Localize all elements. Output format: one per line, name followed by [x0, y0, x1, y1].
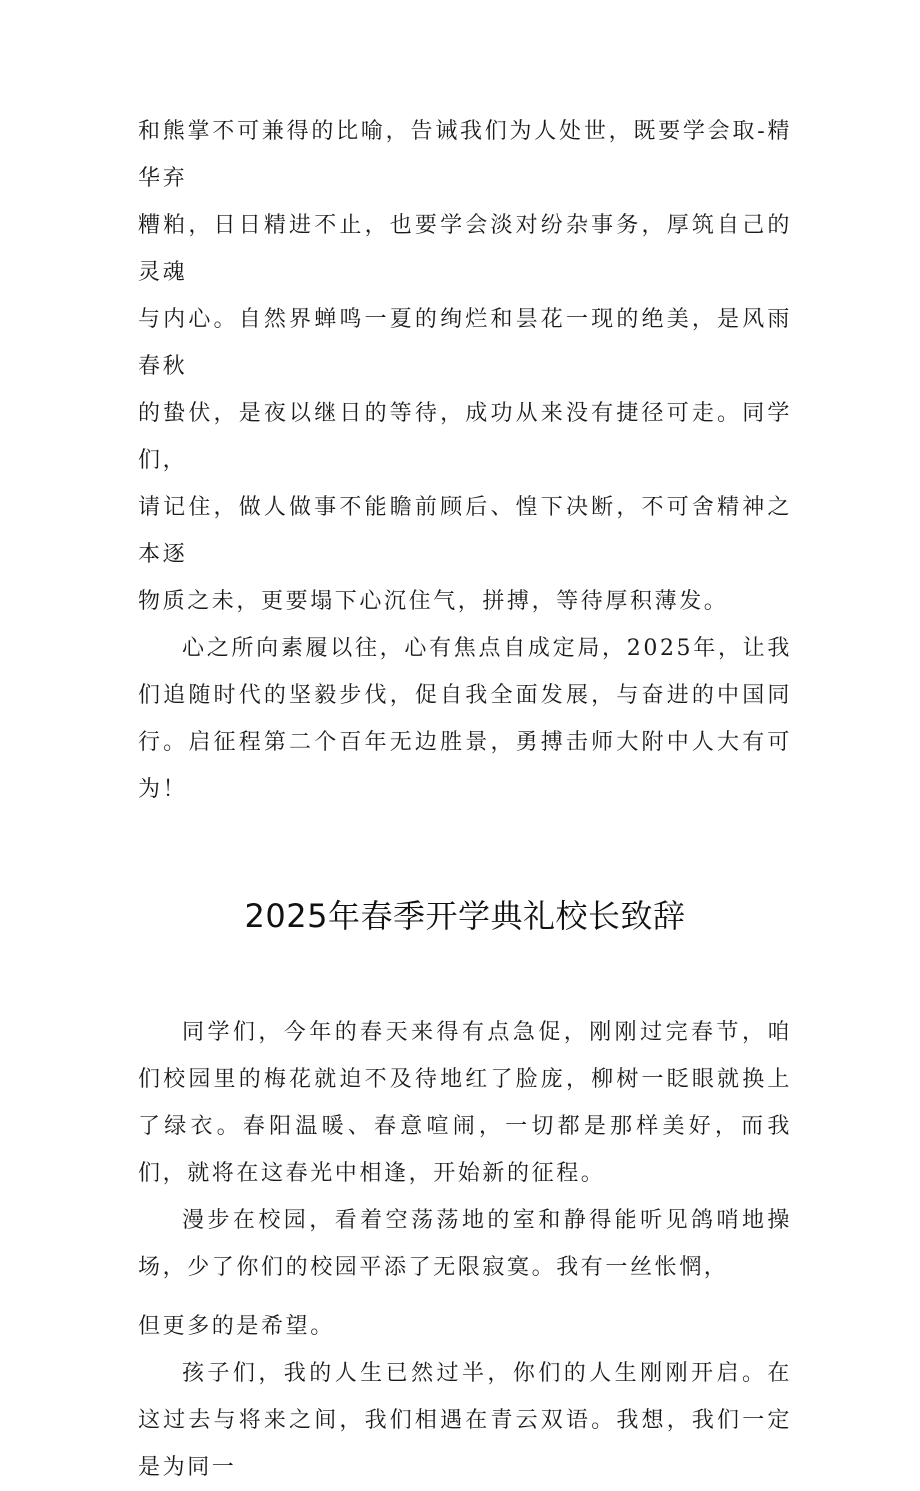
text-line: 物质之未，更要塌下心沉住气，拼搏，等待厚积薄发。	[138, 589, 729, 614]
paragraph-continued	[138, 108, 792, 625]
paragraph-1: 同学们，今年的春天来得有点急促，刚刚过完春节，咱们校园里的梅花就迫不及待地红了脸庞，柳树一眨眼就换上了绿衣。春阳温暖、春意喧闹，一切都是那样美好，而我们，就将在这春光中相逢，开始新的征程。	[138, 1020, 792, 1186]
text-line: 与内心。自然界蝉鸣一夏的绚烂和昙花一现的绝美，是风雨春秋	[138, 307, 792, 379]
text-line: 请记住，做人做事不能瞻前顾后、惶下决断，不可舍精神之本逐	[138, 495, 792, 567]
text-line: 的蛰伏，是夜以继日的等待，成功从来没有捷径可走。同学们，	[138, 401, 792, 473]
paragraph-2-continued: 但更多的是希望。	[138, 1314, 335, 1339]
text-line: 糟粕，日日精进不止，也要学会淡对纷杂事务，厚筑自己的灵魂	[138, 213, 792, 285]
paragraph-3: 孩子们，我的人生已然过半，你们的人生刚刚开启。在这过去与将来之间，我们相遇在青云双语。我想，我们一定是为同一	[138, 1361, 792, 1480]
text-line: 和熊掌不可兼得的比喻，告诫我们为人处世，既要学会取-精华弃	[138, 119, 792, 191]
page-title: 2025年春季开学典礼校长致辞	[244, 897, 686, 935]
document-page	[138, 108, 792, 1491]
paragraph-closing: 心之所向素履以往，心有焦点自成定局，2025年，让我们追随时代的坚毅步伐，促自我全面发展，与奋进的中国同行。启征程第二个百年无边胜景，勇搏击师大附中人大有可为！	[138, 636, 792, 802]
paragraph-2: 漫步在校园，看着空荡荡地的室和静得能听见鸽哨地操场，少了你们的校园平添了无限寂寞。我有一丝怅惘，	[138, 1208, 792, 1280]
